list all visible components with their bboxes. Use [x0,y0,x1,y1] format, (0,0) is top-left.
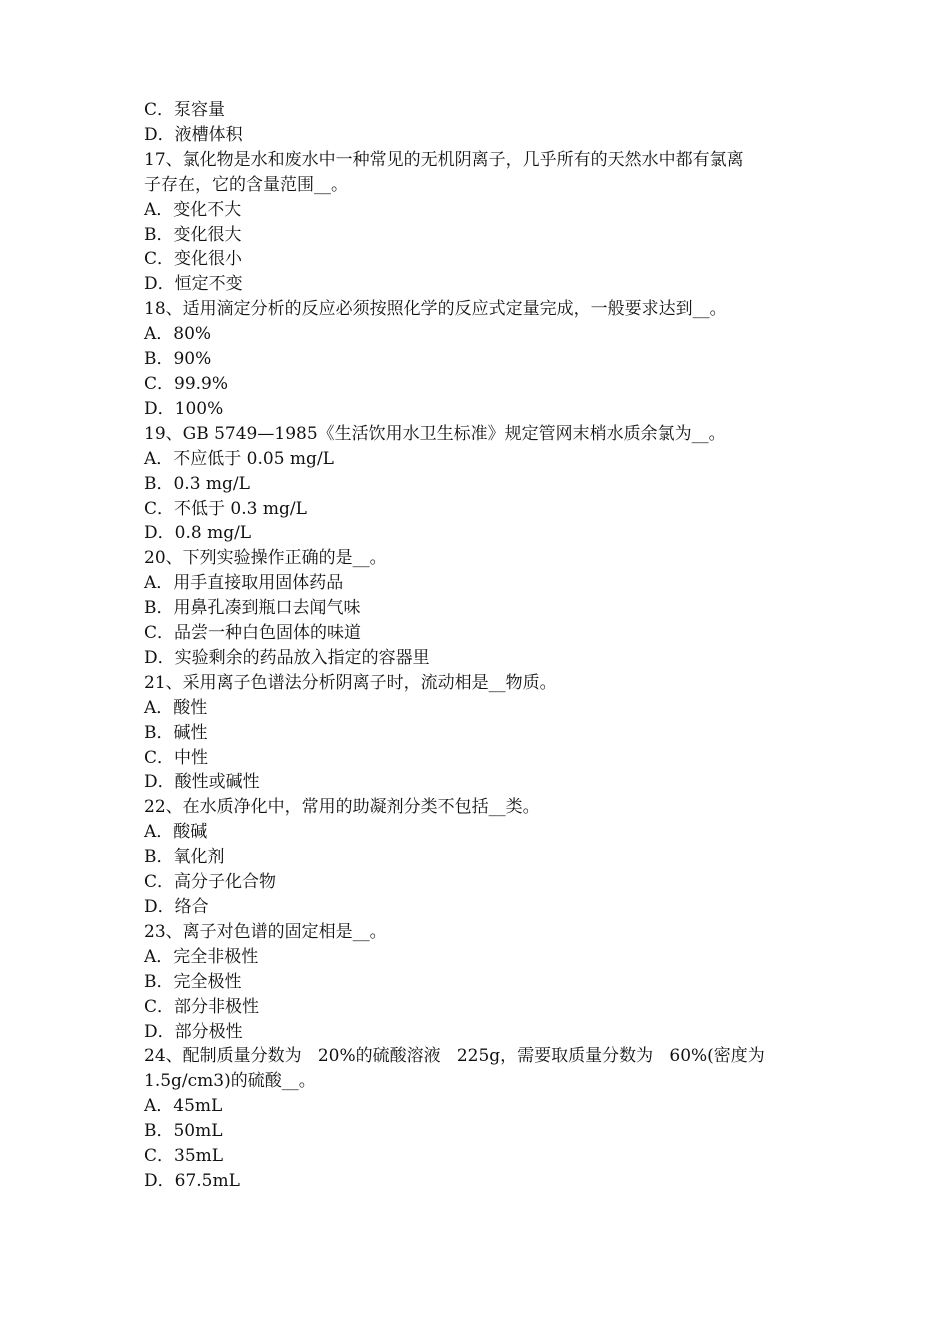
question-text-line: 18、适用滴定分析的反应必须按照化学的反应式定量完成，一般要求达到__。 [144,299,727,320]
answer-option: B．变化很大 [144,224,242,245]
answer-option: C．中性 [144,747,209,768]
answer-option: D．液槽体积 [144,124,243,145]
answer-option: C．高分子化合物 [144,872,277,893]
question-text-line: 子存在，它的含量范围__。 [144,174,348,195]
answer-option: A．完全非极性 [144,946,259,967]
answer-option: B．50mL [144,1121,223,1142]
answer-option: A．酸性 [144,697,208,718]
question-text-line: 20、下列实验操作正确的是__。 [144,548,387,569]
answer-option: D．0.8 mg/L [144,523,252,544]
question-text-line: 23、离子对色谱的固定相是__。 [144,921,387,942]
question-text-line: 21、采用离子色谱法分析阴离子时，流动相是__物质。 [144,672,557,693]
question-text-line: 22、在水质净化中，常用的助凝剂分类不包括__类。 [144,797,540,818]
answer-option: A．酸碱 [144,822,208,843]
answer-option: B．完全极性 [144,971,242,992]
answer-option: A．80% [144,324,212,345]
answer-option: C．99.9% [144,373,229,394]
answer-option: B．氧化剂 [144,847,225,868]
answer-option: D．恒定不变 [144,274,243,295]
answer-option: B．0.3 mg/L [144,473,250,494]
question-text-line: 24、配制质量分数为 20%的硫酸溶液 225g，需要取质量分数为 60%(密度为 [144,1046,765,1067]
answer-option: C．不低于 0.3 mg/L [144,498,307,519]
answer-option: D．100% [144,398,224,419]
question-text-line: 1.5g/cm3)的硫酸__。 [144,1071,316,1092]
answer-option: A．变化不大 [144,199,242,220]
answer-option: C．变化很小 [144,249,243,270]
question-text-line: 19、GB 5749—1985《生活饮用水卫生标准》规定管网末梢水质余氯为__。 [144,423,726,444]
answer-option: B．90% [144,349,212,370]
answer-option: D．络合 [144,897,209,917]
answer-option: D．实验剩余的药品放入指定的容器里 [144,647,430,668]
answer-option: B．用鼻孔凑到瓶口去闻气味 [144,598,361,619]
answer-option: A．不应低于 0.05 mg/L [144,448,334,469]
answer-option: A．45mL [144,1096,223,1117]
answer-option: C．泵容量 [144,100,226,120]
document-body [144,98,814,1194]
answer-option: C．部分非极性 [144,996,260,1017]
answer-option: D．67.5mL [144,1170,240,1191]
answer-option: A．用手直接取用固体药品 [144,573,344,594]
answer-option: D．部分极性 [144,1021,243,1042]
question-text-line: 17、氯化物是水和废水中一种常见的无机阴离子，几乎所有的天然水中都有氯离 [144,149,744,170]
answer-option: C．品尝一种白色固体的味道 [144,623,362,644]
answer-option: D．酸性或碱性 [144,772,260,793]
answer-option: C．35mL [144,1146,224,1167]
answer-option: B．碱性 [144,722,208,743]
